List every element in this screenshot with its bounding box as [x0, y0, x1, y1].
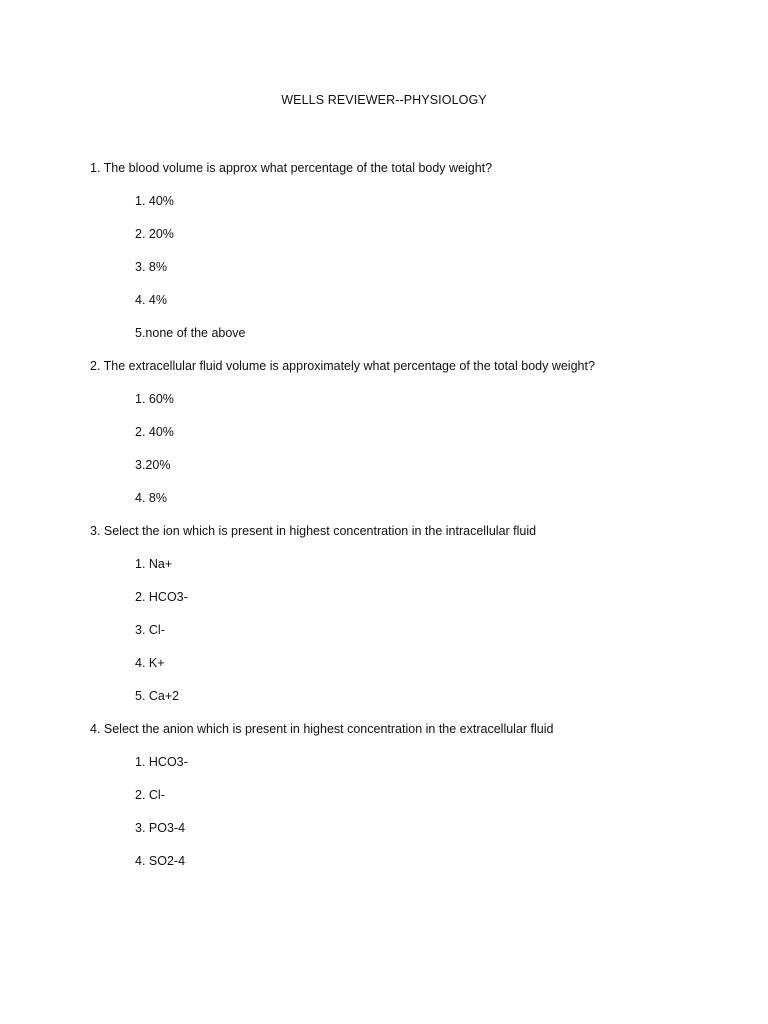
- question-text: 4. Select the anion which is present in highest concentration in the extracellular fluid: [90, 722, 554, 736]
- option-item: 1. 40%: [135, 194, 174, 208]
- option-list: [90, 192, 730, 342]
- option-item: 4. 4%: [135, 293, 167, 307]
- option-list: [90, 753, 730, 870]
- option-item: 5.none of the above: [135, 326, 246, 340]
- option-item: 2. Cl-: [135, 788, 165, 802]
- question-1: [90, 159, 730, 342]
- option-item: 4. K+: [135, 656, 165, 670]
- option-list: [90, 390, 730, 507]
- option-item: 4. 8%: [135, 491, 167, 505]
- option-item: 3. 8%: [135, 260, 167, 274]
- option-item: 3.20%: [135, 458, 171, 472]
- document-title: WELLS REVIEWER--PHYSIOLOGY: [281, 93, 487, 107]
- option-item: 3. PO3-4: [135, 821, 186, 835]
- option-item: 1. Na+: [135, 557, 173, 571]
- question-list: [90, 159, 730, 870]
- question-4: [90, 720, 730, 870]
- option-item: 2. 40%: [135, 425, 174, 439]
- option-item: 5. Ca+2: [135, 689, 180, 703]
- question-text: 3. Select the ion which is present in highest concentration in the intracellular fluid: [90, 524, 537, 538]
- question-3: [90, 522, 730, 705]
- option-item: 1. HCO3-: [135, 755, 188, 769]
- question-text: 1. The blood volume is approx what percentage of the total body weight?: [90, 161, 493, 175]
- question-text: 2. The extracellular fluid volume is approximately what percentage of the total body weight?: [90, 359, 595, 373]
- option-item: 2. 20%: [135, 227, 174, 241]
- option-list: [90, 555, 730, 705]
- option-item: 1. 60%: [135, 392, 174, 406]
- option-item: 4. SO2-4: [135, 854, 186, 868]
- option-item: 3. Cl-: [135, 623, 165, 637]
- option-item: 2. HCO3-: [135, 590, 188, 604]
- question-2: [90, 357, 730, 507]
